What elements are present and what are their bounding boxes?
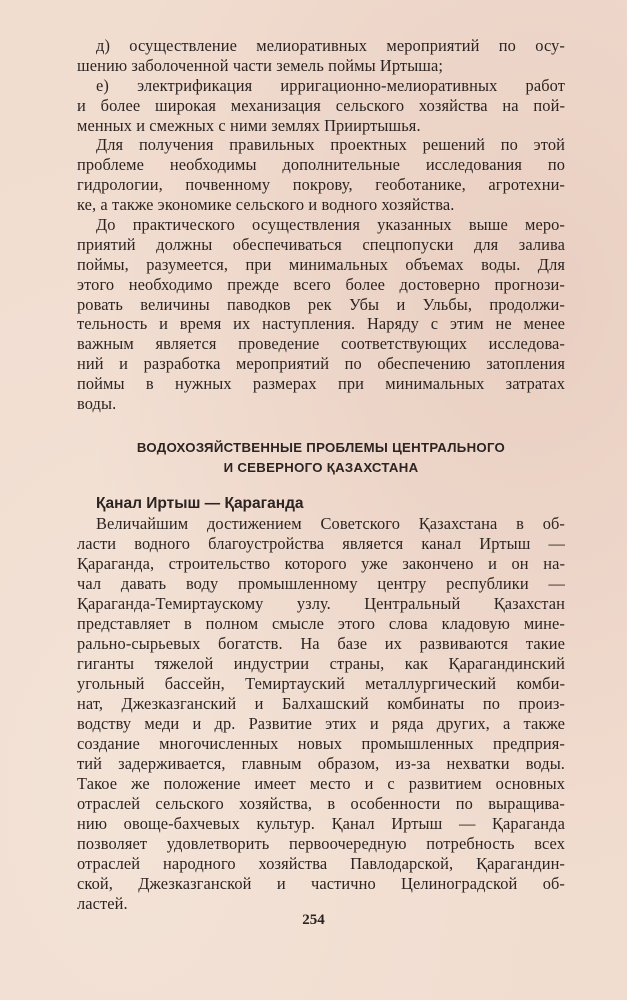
text-line: рально-сырьевых богатств. На базе их развиваются такие xyxy=(77,634,565,653)
text-line: менных и смежных с ними землях Прииртышья. xyxy=(77,115,421,135)
text-line: Для получения правильных проектных решений по этой xyxy=(96,135,565,155)
text-line: е) электрификация ирригационно-мелиоративных работ xyxy=(96,75,565,95)
text-line: воды. xyxy=(77,394,117,414)
top-text-block xyxy=(77,36,565,414)
text-line: ласти водного благоустройства является канал Иртыш — xyxy=(77,534,565,553)
paragraph xyxy=(77,76,565,136)
text-line: позволяет удовлетворить первоочередную потребность всех xyxy=(77,834,565,853)
text-line: ластей. xyxy=(77,894,128,913)
text-line: чал давать воду промышленному центру республики — xyxy=(77,574,565,593)
text-line: тельность и время их наступления. Наряду с этим не менее xyxy=(77,314,565,334)
text-line: отраслей народного хозяйства Павлодарской, Қарагандин- xyxy=(77,854,565,873)
text-line: гидрологии, почвенному покрову, геоботанике, агротехни- xyxy=(77,175,565,195)
section-heading xyxy=(77,438,565,478)
paragraph xyxy=(77,135,565,215)
text-line: шению заболоченной части земель поймы Иртыша; xyxy=(77,55,444,75)
text-line: угольный бассейн, Темиртауский металлургический комби- xyxy=(77,674,565,693)
text-line: представляет в полном смысле этого слова кладовую мине- xyxy=(77,614,565,633)
text-line: д) осуществление мелиоративных мероприятий по осу- xyxy=(96,36,565,55)
text-line: водству меди и др. Развитие этих и ряда других, а также xyxy=(77,714,565,733)
text-line: ке, а также экономике сельского и водного хозяйства. xyxy=(77,195,455,215)
page-number: 254 xyxy=(302,912,325,928)
text-line: этого необходимо прежде всего более достоверно прогнози- xyxy=(77,274,565,294)
text-line: ний и разработка мероприятий по обеспечению затопления xyxy=(77,354,565,374)
text-line: До практического осуществления указанных выше меро- xyxy=(96,215,565,235)
text-line: ровать величины паводков рек Убы и Ульбы, продолжи- xyxy=(77,294,565,314)
paragraph xyxy=(77,215,565,414)
text-line: нию овоще-бахчевых культур. Қанал Иртыш — Қараганда xyxy=(77,814,565,833)
text-line: Қараганда, строительство которого уже закончено и он на- xyxy=(77,554,565,573)
text-line: Величайшим достижением Советского Қазахстана в об- xyxy=(96,514,565,533)
text-line: создание многочисленных новых промышленных предприя- xyxy=(77,734,565,753)
section-text-block xyxy=(77,514,565,914)
text-line: тий задерживается, главным образом, из-за нехватки воды. xyxy=(77,754,565,773)
section-heading-line: И СЕВЕРНОГО ҚАЗАХСТАНА xyxy=(223,460,419,475)
subheading: Қанал Иртыш — Қараганда xyxy=(96,495,304,512)
text-line: отраслей сельского хозяйства, в особенности по выращива- xyxy=(77,794,565,813)
text-line: Такое же положение имеет место и с развитием основных xyxy=(77,774,565,793)
paragraph xyxy=(77,36,565,76)
text-line: ской, Джезказганской и частично Целиноградской об- xyxy=(77,874,565,893)
section-heading-line: ВОДОХОЗЯЙСТВЕННЫЕ ПРОБЛЕМЫ ЦЕНТРАЛЬНОГО xyxy=(136,440,506,455)
text-line: гиганты тяжелой индустрии страны, как Қарагандинский xyxy=(77,654,565,673)
text-line: поймы, разумеется, при минимальных объемах воды. Для xyxy=(77,254,565,274)
text-line: проблеме необходимы дополнительные исследования по xyxy=(77,155,565,175)
text-line: важным является проведение соответствующих исследова- xyxy=(77,334,565,354)
text-line: Қараганда-Темиртаускому узлу. Центральный Қазахстан xyxy=(77,594,565,613)
text-line: поймы в нужных размерах при минимальных затратах xyxy=(77,374,565,394)
text-line: приятий должны обеспечиваться спецпопуски для залива xyxy=(77,234,565,254)
text-line: и более широкая механизация сельского хозяйства на пой- xyxy=(77,95,565,115)
paragraph xyxy=(77,514,565,914)
text-line: нат, Джезказганский и Балхашский комбинаты по произ- xyxy=(77,694,565,713)
